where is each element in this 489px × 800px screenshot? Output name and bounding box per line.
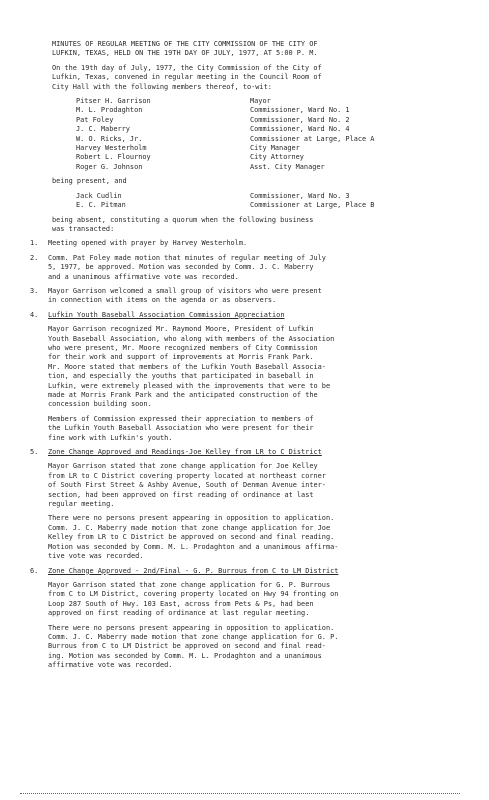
member-name: Pat Foley [76,115,114,124]
member-title: City Manager [250,144,300,153]
paragraph-line: tion, and especially the youths that participated in baseball in [48,372,314,381]
intro-line: On the 19th day of July, 1977, the City Commission of the City of [52,63,322,72]
item-number: 2. [30,253,39,262]
paragraph-line: from C to LM District, covering property located on Hwy 94 fronting on [48,590,339,599]
intro-paragraph [52,64,465,92]
paragraph-line: Kelley from LR to C District be approved on second and final reading. [48,533,335,542]
member-title: Commissioner at Large, Place A [250,134,375,143]
paragraph-line: Burrous from C to LM District be approved on second and final read- [48,642,326,651]
header-line: LUFKIN, TEXAS, HELD ON THE 19TH DAY OF JULY, 1977, AT 5:00 P. M. [52,49,318,58]
item-number: 5. [30,448,39,457]
item-paragraph [48,462,465,509]
member-title: City Attorney [250,153,304,162]
member-title: Commissioner at Large, Place B [250,201,375,210]
member-title: Commissioner, Ward No. 2 [250,115,350,124]
member-title: Commissioner, Ward No. 1 [250,106,350,115]
agenda-item [26,567,465,671]
item-paragraph [48,239,465,248]
paragraph-line: section, had been approved on first reading of ordinance at last [48,490,314,499]
header-line: MINUTES OF REGULAR MEETING OF THE CITY COMMISSION OF THE CITY OF [52,40,318,48]
agenda-item [26,239,465,248]
member-name: W. O. Ricks, Jr. [76,134,143,143]
member-name: J. C. Maberry [76,125,130,134]
paragraph-line: made at Morris Frank Park and the anticipated construction of the [48,391,318,399]
absent-roster [76,192,465,211]
item-number: 4. [30,310,39,319]
paragraph-line: fine work with Lufkin's youth. [48,433,173,442]
paragraph-line: who were present, Mr. Moore recognized members of City Commission [48,343,318,352]
paragraph-line: in connection with items on the agenda or as observers. [48,296,277,305]
paragraph-line: concession building soon. [48,400,152,409]
paragraph-line: Members of Commission expressed their appreciation to members of [48,414,314,423]
scan-edge-noise [20,793,460,797]
quorum-paragraph [52,216,465,235]
paragraph-line: for their work and support of improvements at Morris Frank Park. [48,353,314,362]
item-body [48,287,465,306]
quorum-line: was transacted: [52,224,115,233]
member-name: Roger G. Johnson [76,162,143,171]
paragraph-line: Lufkin, were extremely pleased with the improvements that were to be [48,381,331,390]
item-number: 3. [30,286,39,295]
item-body [48,567,465,671]
item-paragraph [48,581,465,619]
paragraph-line: Mayor Garrison welcomed a small group of visitors who were present [48,286,322,295]
item-paragraph [48,514,465,561]
paragraph-line: 5, 1977, be approved. Motion was seconded by Comm. J. C. Maberry [48,263,314,272]
item-heading: Zone Change Approved - 2nd/Final - G. P. Burrous from C to LM District [48,566,339,575]
paragraph-line: Mayor Garrison stated that zone change application for G. P. Burrous [48,580,331,589]
item-paragraph [48,325,465,410]
present-roster [76,97,465,172]
paragraph-line: ing. Motion was seconded by Comm. M. L. Prodaghton and a unanimous [48,651,322,660]
item-body [48,254,465,282]
absent-intro: being present, and [52,177,127,186]
member-name: Harvey Westerholm [76,144,147,153]
document-header [52,40,465,59]
item-heading: Zone Change Approved and Readings-Joe Kelley from LR to C District [48,448,322,457]
paragraph-line: regular meeting. [48,500,115,509]
paragraph-line: Mr. Moore stated that members of the Lufkin Youth Baseball Associa- [48,362,326,371]
member-name: M. L. Prodaghton [76,106,143,115]
paragraph-line: from LR to C District covering property located at northeast corner [48,471,326,480]
paragraph-line: Loop 287 South of Hwy. 103 East, across from Pets & Ps, had been [48,599,314,608]
item-body [48,239,465,248]
agenda-item [26,448,465,561]
agenda-items [30,239,465,675]
quorum-line: being absent, constituting a quorum when the following business [52,215,314,224]
paragraph-line: Comm. Pat Foley made motion that minutes of regular meeting of July [48,253,326,262]
member-name: Pitser H. Garrison [76,97,151,106]
item-paragraph [48,287,465,306]
item-paragraph [48,254,465,282]
item-number: 1. [30,239,39,248]
item-heading: Lufkin Youth Baseball Association Commission Appreciation [48,310,285,319]
paragraph-line: Motion was seconded by Comm. M. L. Prodaghton and a unanimous affirma- [48,542,339,551]
paragraph-line: There were no persons present appearing in opposition to application. [48,514,335,523]
member-title: Mayor [250,97,271,106]
member-name: Jack Cudlin [76,191,122,200]
agenda-item [26,287,465,306]
paragraph-line: approved on first reading of ordinance at last regular meeting. [48,609,310,618]
paragraph-line: Youth Baseball Association, who along with members of the Association [48,334,335,343]
paragraph-line: There were no persons present appearing in opposition to application. [48,623,335,632]
member-name: E. C. Pitman [76,201,126,210]
member-title: Commissioner, Ward No. 3 [250,191,350,200]
item-paragraph [48,415,465,443]
paragraph-line: Comm. J. C. Maberry made motion that zone change application for Joe [48,523,331,532]
agenda-item [26,311,465,443]
paragraph-line: affirmative vote was recorded. [48,661,173,670]
member-title: Asst. City Manager [250,162,325,171]
paragraph-line: tive vote was recorded. [48,552,144,561]
paragraph-line: the Lufkin Youth Baseball Association who were present for their [48,424,314,433]
paragraph-line: Mayor Garrison stated that zone change application for Joe Kelley [48,462,318,471]
paragraph-line: Mayor Garrison recognized Mr. Raymond Moore, President of Lufkin [48,325,314,334]
item-body [48,448,465,561]
member-name: Robert L. Flournoy [76,153,151,162]
member-title: Commissioner, Ward No. 4 [250,125,350,134]
item-paragraph [48,624,465,671]
paragraph-line: Meeting opened with prayer by Harvey Westerholm. [48,239,248,248]
paragraph-line: and a unanimous affirmative vote was recorded. [48,272,239,281]
paragraph-line: of South First Street & Ashby Avenue, South of Denman Avenue inter- [48,481,326,490]
intro-line: Lufkin, Texas, convened in regular meeting in the Council Room of [52,73,322,82]
item-number: 6. [30,566,39,575]
item-body [48,311,465,443]
intro-line: City Hall with the following members thereof, to-wit: [52,82,272,91]
agenda-item [26,254,465,282]
paragraph-line: Comm. J. C. Maberry made motion that zone change application for G. P. [48,632,339,641]
